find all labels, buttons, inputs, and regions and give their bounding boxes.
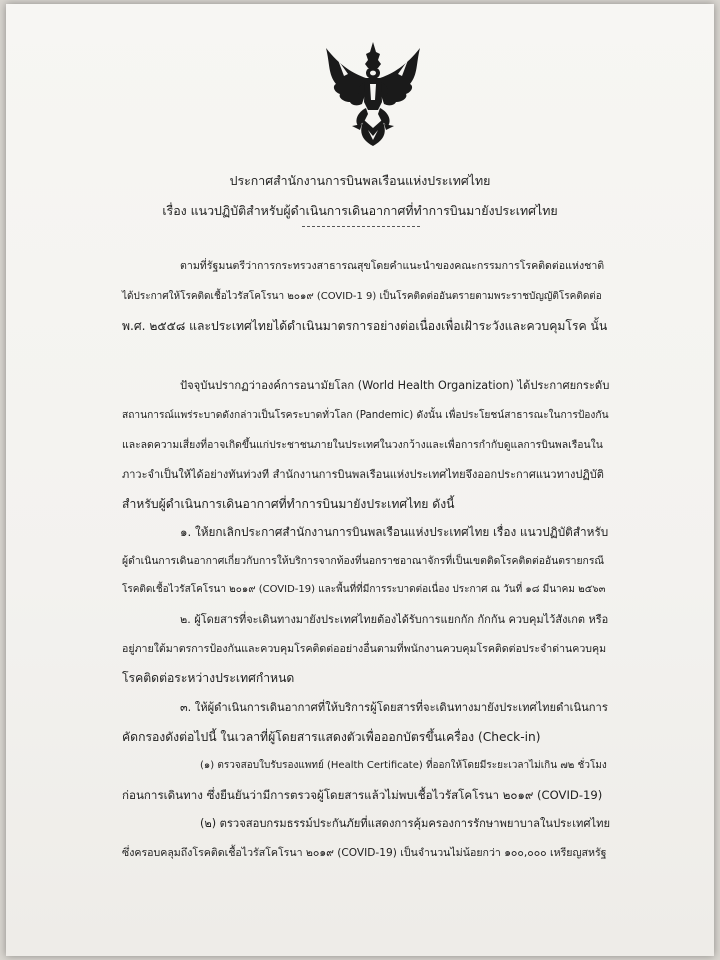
paragraph-line: (๑) ตรวจสอบใบรับรองแพทย์ (Health Certificate) ที่ออกให้โดยมีระยะเวลาไม่เกิน ๗๒ ชั่วโมง	[200, 760, 607, 771]
paragraph-line: พ.ศ. ๒๕๕๘ และประเทศไทยได้ดำเนินมาตรการอย่างต่อเนื่องเพื่อเฝ้าระวังและควบคุมโรค นั้น	[122, 319, 608, 333]
paragraph-line: ผู้ดำเนินการเดินอากาศเกี่ยวกับการให้บริการจากท้องที่นอกราชอาณาจักรที่เป็นเขตติดโรคติดต่ออันตรายกรณี	[122, 555, 605, 567]
paragraph-line: ๑. ให้ยกเลิกประกาศสำนักงานการบินพลเรือนแห่งประเทศไทย เรื่อง แนวปฏิบัติสำหรับ	[180, 525, 609, 539]
paragraph-line: ซึ่งครอบคลุมถึงโรคติดเชื้อไวรัสโคโรนา ๒๐๑๙ (COVID-19) เป็นจำนวนไม่น้อยกว่า ๑๐๐,๐๐๐ เหรียญสหรัฐ	[122, 847, 607, 859]
paragraph-line: สำหรับผู้ดำเนินการเดินอากาศที่ทำการบินมายังประเทศไทย ดังนี้	[122, 497, 455, 511]
paragraph-line: คัดกรองดังต่อไปนี้ ในเวลาที่ผู้โดยสารแสดงตัวเพื่อออกบัตรขึ้นเครื่อง (Check-in)	[122, 730, 541, 744]
paragraph-line: สถานการณ์แพร่ระบาดดังกล่าวเป็นโรคระบาดทั่วโลก (Pandemic) ดังนั้น เพื่อประโยชน์สาธารณะในการป้องกัน	[122, 410, 609, 421]
paragraph-line: ตามที่รัฐมนตรีว่าการกระทรวงสาธารณสุขโดยคำแนะนำของคณะกรรมการโรคติดต่อแห่งชาติ	[180, 260, 605, 272]
title-divider	[302, 226, 420, 227]
paragraph-line: ก่อนการเดินทาง ซึ่งยืนยันว่ามีการตรวจผู้โดยสารแล้วไม่พบเชื้อไวรัสโคโรนา ๒๐๑๙ (COVID-19)	[122, 788, 603, 802]
document-title: ประกาศสำนักงานการบินพลเรือนแห่งประเทศไทย	[229, 173, 491, 188]
paragraph-line: ๒. ผู้โดยสารที่จะเดินทางมายังประเทศไทยต้องได้รับการแยกกัก กักกัน ควบคุมไว้สังเกต หรือ	[180, 613, 609, 626]
paragraph-line: โรคติดต่อระหว่างประเทศกำหนด	[122, 671, 295, 685]
paragraph-line: อยู่ภายใต้มาตรการป้องกันและควบคุมโรคติดต่ออย่างอื่นตามที่พนักงานควบคุมโรคติดต่อประจำด่านควบคุม	[122, 643, 607, 655]
paragraph-line: โรคติดเชื้อไวรัสโคโรนา ๒๐๑๙ (COVID-19) และพื้นที่ที่มีการระบาดต่อเนื่อง ประกาศ ณ วันที่ ๑๘ มีนาคม ๒๕๖๓	[122, 584, 606, 595]
paragraph-line: ภาวะจำเป็นให้ได้อย่างทันท่วงที สำนักงานการบินพลเรือนแห่งประเทศไทยจึงออกประกาศแนวทางปฏิบัติ	[122, 468, 604, 481]
paragraph-line: ๓. ให้ผู้ดำเนินการเดินอากาศที่ให้บริการผู้โดยสารที่จะเดินทางมายังประเทศไทยดำเนินการ	[180, 701, 608, 714]
garuda-emblem-icon	[318, 40, 428, 150]
paragraph-line: ปัจจุบันปรากฏว่าองค์การอนามัยโลก (World Health Organization) ได้ประกาศยกระดับ	[180, 379, 610, 392]
document-subject: เรื่อง แนวปฏิบัติสำหรับผู้ดำเนินการเดินอากาศที่ทำการบินมายังประเทศไทย	[162, 203, 558, 218]
paragraph-line: ได้ประกาศให้โรคติดเชื้อไวรัสโคโรนา ๒๐๑๙ (COVID-1 9) เป็นโรคติดต่ออันตรายตามพระราชบัญญัติโรคติดต่อ	[122, 291, 602, 302]
paragraph-line: และลดความเสี่ยงที่อาจเกิดขึ้นแก่ประชาชนภายในประเทศในวงกว้างและเพื่อการกำกับดูแลการบินพลเรือนใน	[122, 439, 603, 451]
paragraph-line: (๒) ตรวจสอบกรมธรรม์ประกันภัยที่แสดงการคุ้มครองการรักษาพยาบาลในประเทศไทย	[200, 817, 611, 830]
